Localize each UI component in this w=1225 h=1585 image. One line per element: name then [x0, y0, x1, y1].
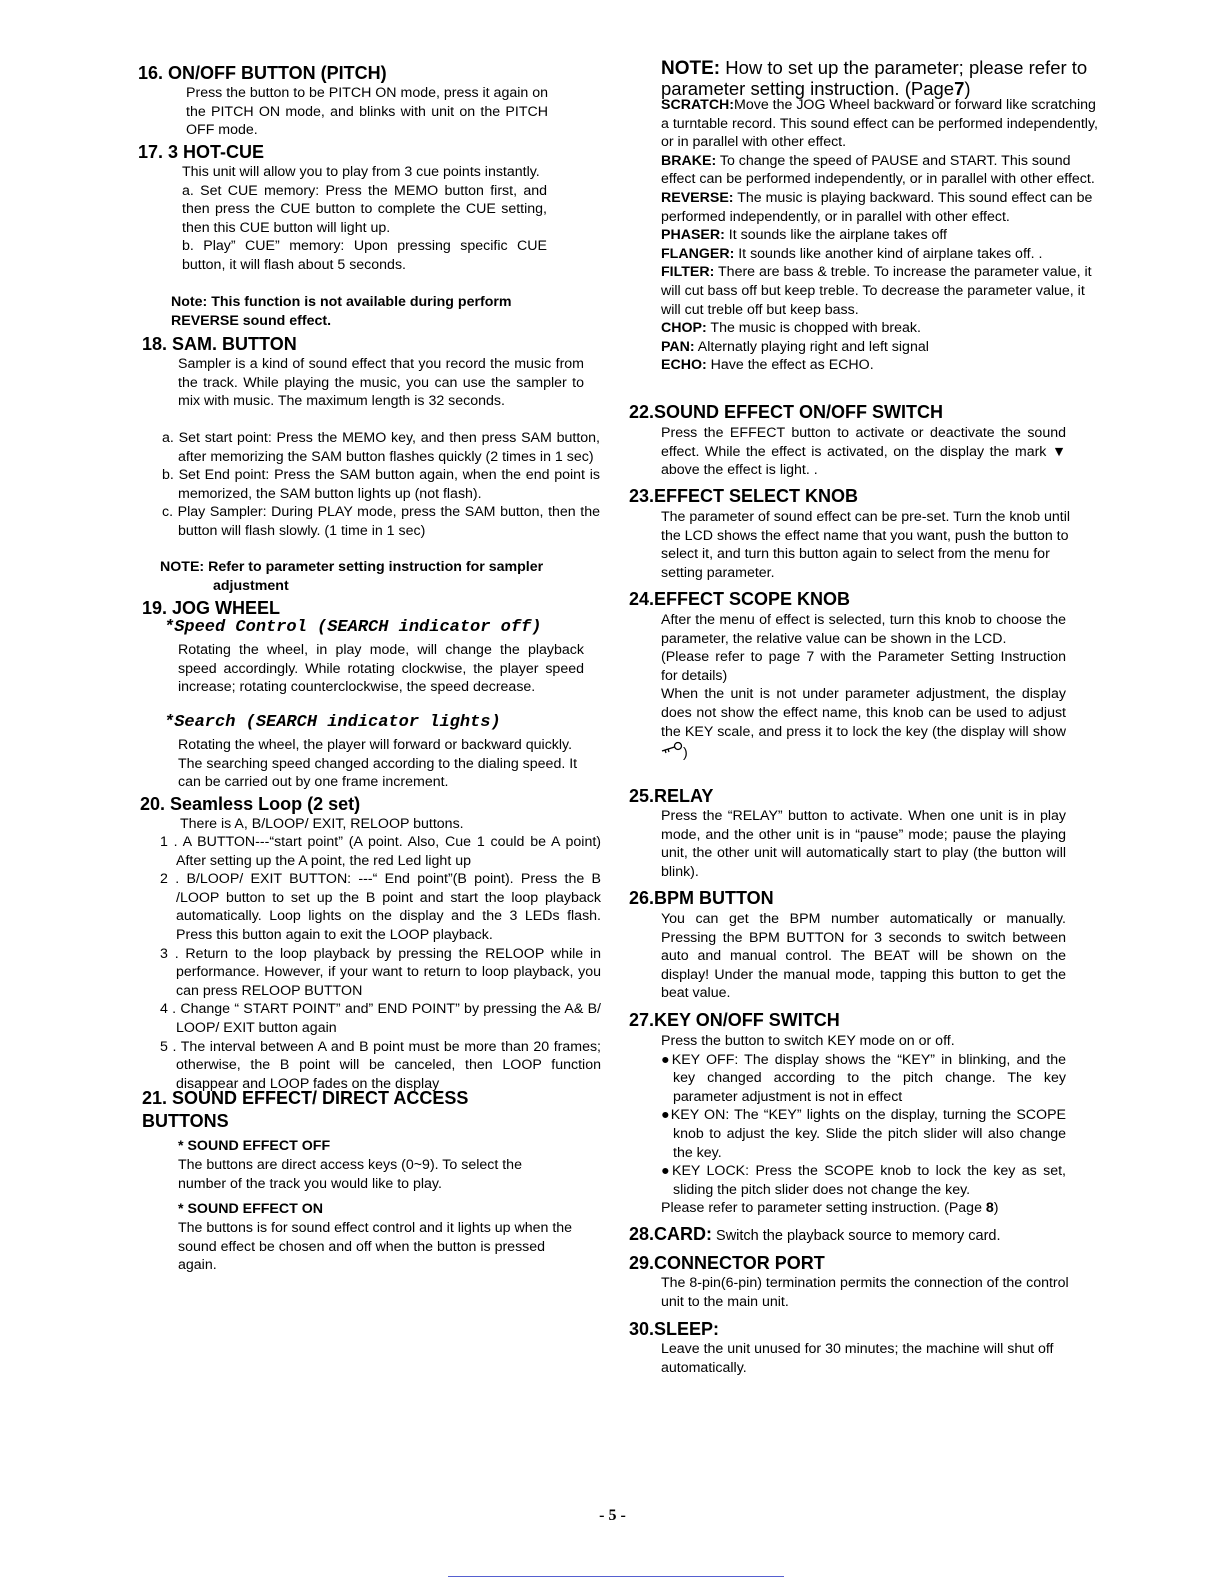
- effect-entry: [661, 263, 1103, 319]
- effect-label: FILTER:: [661, 264, 715, 281]
- s16-body: Press the button to be PITCH ON mode, press it again on the PITCH ON mode, and blinks with unit on the PITCH OFF mode.: [186, 85, 548, 139]
- s27-refer-end: ): [993, 1200, 999, 1217]
- s24-p3: [661, 685, 1066, 762]
- s20-list: [160, 833, 601, 1093]
- effect-label: BRAKE:: [661, 152, 717, 169]
- heading-21-line1: 21. SOUND EFFECT/ DIRECT ACCESS: [142, 1088, 469, 1108]
- effect-entry: [661, 338, 1103, 357]
- effect-description: The music is chopped with break.: [706, 320, 921, 337]
- heading-26: 26.BPM BUTTON: [629, 888, 774, 908]
- heading-19: 19. JOG WHEEL: [142, 598, 281, 618]
- s24-p3-text: When the unit is not under parameter adjustment, the display does not show the effect name, this knob can be used to adjust the KEY scale, and press it to lock the key (the display will show: [661, 686, 1066, 740]
- effect-entry: [661, 226, 1103, 245]
- effect-description: Have the effect as ECHO.: [706, 357, 874, 374]
- s27-bullet-key-on: ●KEY ON: The “KEY” lights on the display, turning the SCOPE knob to adjust the key. Slide the pitch slider will also change the key.: [661, 1107, 1066, 1161]
- s25-text: Press the “RELAY” button to activate. When one unit is in play mode, and the other unit is in “pause” mode; pause the playing unit, the other unit will automatically start to play (the button will blink).: [661, 808, 1066, 880]
- s24-p2: (Please refer to page 7 with the Parameter Setting Instruction for details): [661, 649, 1066, 684]
- effect-description: There are bass & treble. To increase the parameter value, it will cut bass off but keep treble. To decrease the parameter value, it will cut treble off but keep bass.: [661, 264, 1092, 318]
- page-number: - 5 -: [599, 1507, 626, 1524]
- s24-p3-end: ): [683, 745, 688, 762]
- s26-text: You can get the BPM number automatically or manually. Pressing the BPM BUTTON for 3 seconds to switch between auto and manual control. The BEAT will be shown on the display! Under the manual mode, tapping this button to get the beat value.: [661, 911, 1066, 1002]
- heading-29: 29.CONNECTOR PORT: [629, 1253, 825, 1273]
- s18-item-c: c. Play Sampler: During PLAY mode, press the SAM button, then the button will flash slowly. (1 time in 1 sec): [162, 504, 600, 539]
- s27-body: [661, 1032, 1066, 1218]
- s20-item-3: 3 . Return to the loop playback by pressing the RELOOP while in performance. However, if your want to return to loop playback, you can press RELOOP BUTTON: [160, 945, 601, 999]
- heading-28-title: 28.CARD:: [629, 1224, 713, 1244]
- s20-item-5: 5 . The interval between A and B point must be more than 20 frames; otherwise, the B point will be canceled, then LOOP function disappear and LOOP fades on the display: [160, 1038, 601, 1092]
- s20-item-2: 2 . B/LOOP/ EXIT BUTTON: ---“ End point”(B point). Press the B /LOOP button to set up the B point and start the loop playback automatically. Loop lights on the display and the 3 LEDs flash. Press this button again to exit the LOOP playback.: [160, 871, 601, 943]
- footer-divider: [448, 1576, 784, 1577]
- heading-25: 25.RELAY: [629, 786, 714, 806]
- effect-description: Move the JOG Wheel backward or forward like scratching a turntable record. This sound effect can be performed independently, or in parallel with other effect.: [661, 97, 1098, 151]
- heading-21-line2: BUTTONS: [142, 1111, 229, 1131]
- effect-label: CHOP:: [661, 320, 707, 337]
- effect-description: To change the speed of PAUSE and START. This sound effect can be performed independently, or in parallel with other effect.: [661, 152, 1095, 188]
- parameter-note: [661, 58, 1101, 99]
- s19-subheading-speed: *Speed Control (SEARCH indicator off): [164, 618, 542, 637]
- heading-22: 22.SOUND EFFECT ON/OFF SWITCH: [629, 402, 944, 422]
- effect-description: It sounds like another kind of airplane takes off. .: [734, 245, 1043, 262]
- effect-label: SCRATCH:: [661, 97, 735, 113]
- s30-text: Leave the unit unused for 30 minutes; the machine will shut off automatically.: [661, 1341, 1054, 1376]
- effect-label: PHASER:: [661, 227, 725, 244]
- s27-refer: [661, 1199, 1066, 1218]
- s20-item-4: 4 . Change “ START POINT” and” END POINT” by pressing the A& B/ LOOP/ EXIT button again: [160, 1001, 601, 1036]
- effect-description: It sounds like the airplane takes off: [724, 227, 948, 244]
- effect-label: FLANGER:: [661, 245, 735, 262]
- s21-off-label: * SOUND EFFECT OFF: [178, 1138, 331, 1154]
- heading-24: 24.EFFECT SCOPE KNOB: [629, 589, 851, 609]
- s17-body: [182, 163, 547, 275]
- s27-refer-page: 8: [985, 1200, 994, 1217]
- s18-note-line2: adjustment: [213, 577, 289, 594]
- s22-text-end: above the effect is light. .: [661, 462, 818, 479]
- heading-23: 23.EFFECT SELECT KNOB: [629, 486, 859, 506]
- effect-mark-icon: ▼: [1051, 443, 1066, 460]
- s18-item-b: b. Set End point: Press the SAM button again, when the end point is memorized, the SAM button lights up (not flash).: [162, 467, 600, 502]
- heading-20: 20. Seamless Loop (2 set): [140, 794, 361, 814]
- s20-intro: There is A, B/LOOP/ EXIT, RELOOP buttons.: [180, 816, 464, 832]
- effect-description: The music is playing backward. This sound effect can be performed independently, or in parallel with other effect.: [661, 189, 1093, 225]
- s20-item-1: 1 . A BUTTON---“start point” (A point. Also, Cue 1 could be A point) After setting up the A point, the red Led light up: [160, 834, 601, 869]
- s19-search-text: Rotating the wheel, the player will forward or backward quickly. The searching speed changed according to the dialing speed. It can be carried out by one frame increment.: [178, 737, 578, 791]
- heading-28: [629, 1223, 1001, 1247]
- heading-18: 18. SAM. BUTTON: [142, 334, 297, 354]
- effect-entry: [661, 245, 1103, 264]
- s18-list: [162, 429, 600, 541]
- s27-bullet-key-off: ●KEY OFF: The display shows the “KEY” in blinking, and the key changed according to the pitch change. The key parameter adjustment is not in effect: [661, 1051, 1066, 1105]
- effect-label: ECHO:: [661, 357, 707, 374]
- s17-item-a: a. Set CUE memory: Press the MEMO button first, and then press the CUE button to complete the CUE setting, then this CUE button will light up.: [182, 182, 547, 236]
- heading-16: 16. ON/OFF BUTTON (PITCH): [138, 63, 387, 83]
- s17-item-b: b. Play” CUE” memory: Upon pressing specific CUE button, it will flash about 5 seconds.: [182, 238, 547, 273]
- s17-intro: This unit will allow you to play from 3 cue points instantly.: [182, 164, 540, 180]
- key-icon: [661, 741, 683, 755]
- s19-speed-text: Rotating the wheel, in play mode, will change the playback speed accordingly. While rotating clockwise, the player speed increase; rotating counterclockwise, the speed decrease.: [178, 642, 584, 696]
- s24-body: [661, 611, 1066, 763]
- note-close: ): [964, 78, 971, 99]
- effect-description: Alternatly playing right and left signal: [694, 338, 929, 355]
- s22-text: [661, 424, 1066, 480]
- note-text: How to set up the parameter; please refer to parameter setting instruction. (Page: [661, 57, 1088, 99]
- s21-on-label: * SOUND EFFECT ON: [178, 1201, 324, 1217]
- effect-entry: [661, 152, 1103, 189]
- s28-text: Switch the playback source to memory card.: [712, 1228, 1001, 1244]
- s22-text-start: Press the EFFECT button to activate or deactivate the sound effect. While the effect is activated, on the display the mark: [661, 425, 1066, 460]
- effect-entry: [661, 189, 1103, 226]
- effect-entry: [661, 356, 1103, 375]
- s19-subheading-search: *Search (SEARCH indicator lights): [164, 713, 501, 732]
- heading-27: 27.KEY ON/OFF SWITCH: [629, 1010, 840, 1030]
- effects-list: [661, 96, 1103, 375]
- s18-note: [160, 558, 580, 595]
- heading-21: [142, 1087, 468, 1132]
- s23-text: The parameter of sound effect can be pre-set. Turn the knob until the LCD shows the effect name that you want, push the button to select it, and turn this button again to select from the menu for setting parameter.: [661, 509, 1071, 581]
- s29-text: The 8-pin(6-pin) termination permits the connection of the control unit to the main unit.: [661, 1275, 1069, 1310]
- heading-17: 17. 3 HOT-CUE: [138, 142, 265, 162]
- heading-30: 30.SLEEP:: [629, 1319, 720, 1339]
- s27-bullet-key-lock: ●KEY LOCK: Press the SCOPE knob to lock the key as set, sliding the pitch slider does not change the key.: [661, 1163, 1066, 1198]
- effect-label: PAN:: [661, 338, 695, 355]
- s21-off-text: The buttons are direct access keys (0~9). To select the number of the track you would like to play.: [178, 1157, 522, 1192]
- s18-note-line1: NOTE: Refer to parameter setting instruction for sampler: [160, 559, 544, 575]
- s21-on-text: The buttons is for sound effect control and it lights up when the sound effect be chosen and off when the button is pressed again.: [178, 1220, 573, 1274]
- s27-intro: Press the button to switch KEY mode on or off.: [661, 1033, 955, 1049]
- effect-label: REVERSE:: [661, 189, 734, 206]
- note-page: 7: [954, 78, 965, 99]
- note-lead: NOTE:: [661, 58, 721, 79]
- s24-p1: After the menu of effect is selected, turn this knob to choose the parameter, the relative value can be shown in the LCD.: [661, 612, 1066, 647]
- effect-entry: [661, 319, 1103, 338]
- s17-note: Note: This function is not available during perform REVERSE sound effect.: [171, 294, 512, 329]
- s18-intro: Sampler is a kind of sound effect that you record the music from the track. While playing the music, you can use the sampler to mix with music. The maximum length is 32 seconds.: [178, 356, 584, 410]
- effect-entry: [661, 96, 1103, 152]
- s27-refer-text: Please refer to parameter setting instruction. (Page: [661, 1200, 986, 1217]
- s18-item-a: a. Set start point: Press the MEMO key, and then press SAM button, after memorizing the SAM button flashes quickly (2 times in 1 sec): [162, 430, 600, 465]
